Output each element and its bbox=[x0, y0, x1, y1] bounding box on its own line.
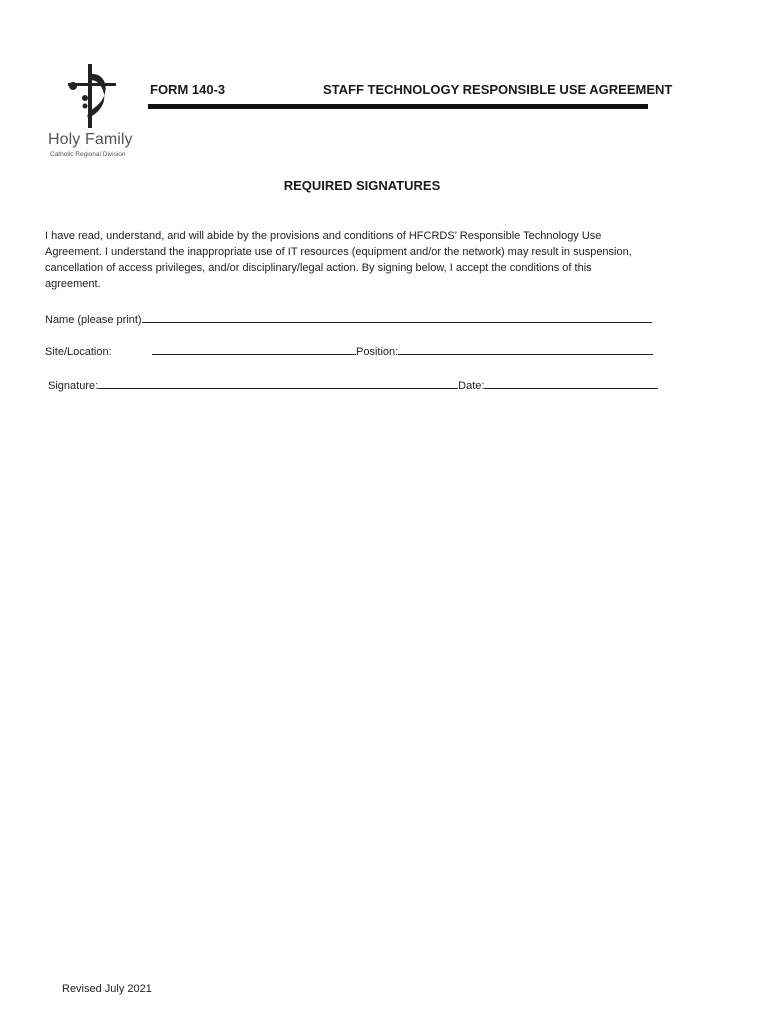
logo-name: Holy Family bbox=[48, 131, 133, 148]
agreement-text: I have read, understand, and will abide by the provisions and conditions of HFCRDS’ Responsible Technology Use Agreement. I understand the inappropriate use of IT resources (equipment and/or the network) may result in suspension, cancellation of access privileges, and/or disciplinary/legal action. By signing below, I accept the conditions of this agreement. bbox=[45, 230, 632, 290]
signature-label: Signature: bbox=[48, 380, 99, 392]
position-label: Position: bbox=[356, 346, 399, 358]
position-field[interactable] bbox=[398, 342, 653, 355]
header-rule bbox=[148, 104, 648, 109]
site-position-row bbox=[45, 342, 653, 358]
name-label: Name (please print) bbox=[45, 314, 142, 326]
signature-date-row bbox=[48, 376, 658, 392]
division-logo bbox=[42, 64, 142, 162]
site-label: Site/Location: bbox=[45, 346, 112, 358]
date-field[interactable] bbox=[484, 376, 658, 389]
name-row bbox=[45, 310, 652, 326]
site-field[interactable] bbox=[152, 342, 356, 355]
signature-field[interactable] bbox=[98, 376, 458, 389]
holy-family-cross-icon bbox=[64, 64, 120, 128]
date-label: Date: bbox=[458, 380, 485, 392]
name-field[interactable] bbox=[142, 310, 652, 323]
form-number: FORM 140-3 bbox=[150, 82, 226, 97]
form-title: STAFF TECHNOLOGY RESPONSIBLE USE AGREEMENT bbox=[323, 82, 673, 97]
logo-subtitle: Catholic Regional Division bbox=[50, 151, 126, 158]
section-heading: REQUIRED SIGNATURES bbox=[283, 178, 441, 193]
revision-note: Revised July 2021 bbox=[62, 983, 152, 995]
